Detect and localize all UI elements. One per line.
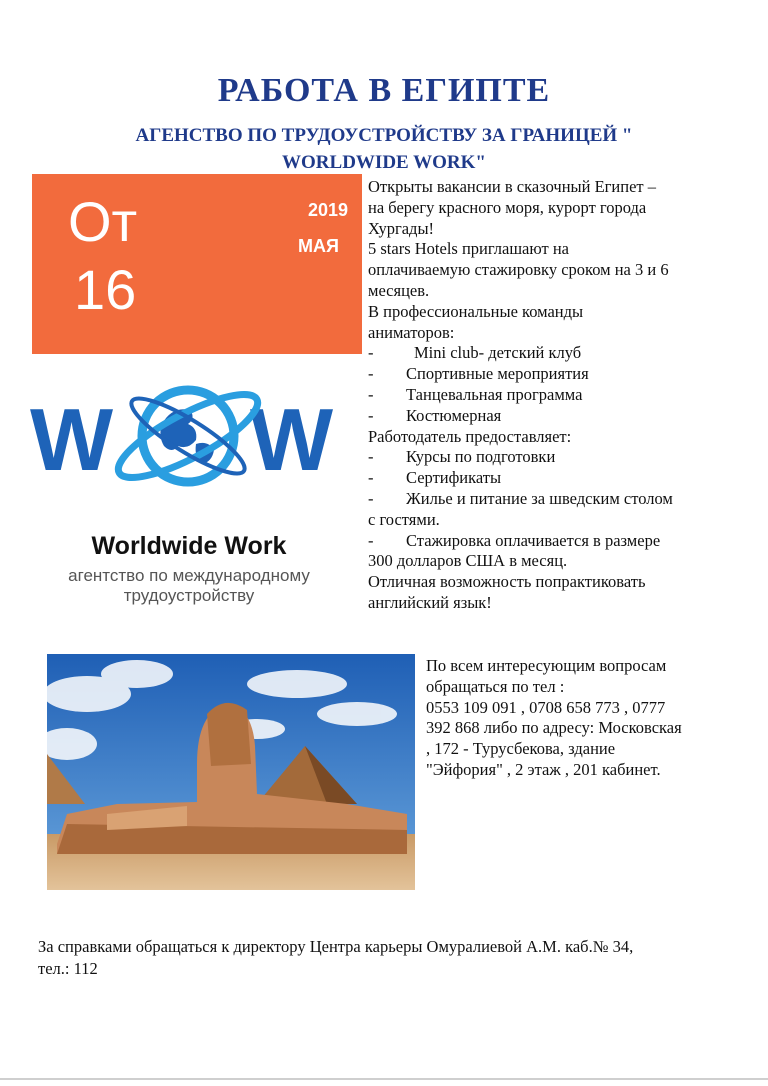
hotels-line: месяцев. bbox=[368, 280, 430, 300]
salary-line: Стажировка оплачивается в размере bbox=[406, 530, 661, 550]
sphinx-photo bbox=[47, 654, 415, 890]
date-month: МАЯ bbox=[298, 236, 339, 256]
contact-line: 392 868 либо по адресу: Московская bbox=[426, 718, 682, 738]
list-dash: - bbox=[368, 488, 374, 508]
contact-line: обращаться по тел : bbox=[426, 676, 565, 696]
intro-line: Открыты вакансии в сказочный Египет – bbox=[368, 177, 656, 196]
closing-line: Отличная возможность попрактиковать bbox=[368, 572, 646, 592]
list-item bbox=[368, 489, 720, 510]
list-dash: - bbox=[368, 384, 374, 404]
logo-tagline-line: агентство по международному bbox=[68, 566, 310, 585]
contact-info bbox=[426, 656, 726, 781]
list-item bbox=[368, 406, 720, 427]
footer-line: тел.: 112 bbox=[38, 959, 98, 978]
vacancy-description bbox=[368, 177, 720, 614]
team-item: Танцевальная программа bbox=[406, 384, 583, 404]
benefit-item: Сертификаты bbox=[406, 468, 502, 488]
benefit-item: Жилье и питание за шведским столом bbox=[406, 488, 673, 508]
list-dash: - bbox=[368, 364, 374, 384]
employer-heading: Работодатель предоставляет: bbox=[368, 426, 572, 446]
benefit-item: Курсы по подготовки bbox=[406, 447, 556, 467]
list-item bbox=[368, 447, 720, 468]
subtitle-line: АГЕНСТВО ПО ТРУДОУСТРОЙСТВУ ЗА ГРАНИЦЕЙ " bbox=[135, 125, 633, 146]
subtitle-line: WORLDWIDE WORK" bbox=[282, 152, 486, 173]
list-dash: - bbox=[368, 530, 374, 550]
agency-subtitle bbox=[100, 122, 668, 176]
logo-tagline-line: трудоустройству bbox=[123, 586, 255, 605]
hotels-line: оплачиваемую стажировку сроком на 3 и 6 bbox=[368, 260, 669, 280]
logo-company-name: Worldwide Work bbox=[91, 532, 287, 560]
date-year: 2019 bbox=[308, 200, 349, 220]
footer-line: За справками обращаться к директору Центра карьеры Омуралиевой А.М. каб.№ 34, bbox=[38, 937, 634, 956]
teams-heading: аниматоров: bbox=[368, 322, 455, 342]
list-item bbox=[368, 364, 720, 385]
intro-line: на берегу красного моря, курорт города bbox=[368, 197, 647, 217]
page-edge-divider bbox=[0, 1078, 768, 1080]
footer-note bbox=[38, 936, 718, 980]
list-dash: - bbox=[368, 405, 374, 425]
list-item bbox=[368, 531, 720, 552]
team-item: Спортивные мероприятия bbox=[406, 364, 589, 384]
contact-phones: 0553 109 091 , 0708 658 773 , 0777 bbox=[426, 697, 666, 717]
list-dash: - bbox=[368, 343, 374, 363]
list-dash: - bbox=[368, 447, 374, 467]
contact-line: По всем интересующим вопросам bbox=[426, 656, 667, 675]
salary-line: 300 долларов США в месяц. bbox=[368, 551, 568, 571]
contact-address: "Эйфория" , 2 этаж , 201 кабинет. bbox=[426, 759, 661, 779]
team-item: Костюмерная bbox=[406, 405, 502, 425]
sphinx-pyramid-image bbox=[47, 654, 415, 890]
teams-heading: В профессиональные команды bbox=[368, 301, 584, 321]
globe-icon bbox=[109, 380, 267, 492]
worldwide-work-logo bbox=[28, 374, 350, 610]
intro-line: Хургады! bbox=[368, 218, 435, 238]
wow-letter-w-right: W bbox=[250, 390, 334, 489]
list-item bbox=[368, 343, 720, 364]
date-from-label: От bbox=[68, 190, 138, 253]
list-item bbox=[368, 468, 720, 489]
wow-letter-w-left: W bbox=[30, 390, 114, 489]
start-date-banner bbox=[32, 174, 362, 354]
benefit-item-continued: с гостями. bbox=[368, 509, 440, 529]
team-item: Mini club- детский клуб bbox=[414, 343, 582, 363]
closing-line: английский язык! bbox=[368, 592, 492, 612]
page-title: РАБОТА В ЕГИПТЕ bbox=[217, 72, 551, 109]
date-day: 16 bbox=[74, 258, 137, 321]
list-item bbox=[368, 385, 720, 406]
logo-tagline bbox=[28, 566, 350, 606]
list-dash: - bbox=[368, 468, 374, 488]
hotels-line: 5 stars Hotels приглашают на bbox=[368, 239, 569, 259]
wow-logo-graphic bbox=[28, 374, 350, 534]
contact-address: , 172 - Турусбекова, здание bbox=[426, 739, 616, 759]
